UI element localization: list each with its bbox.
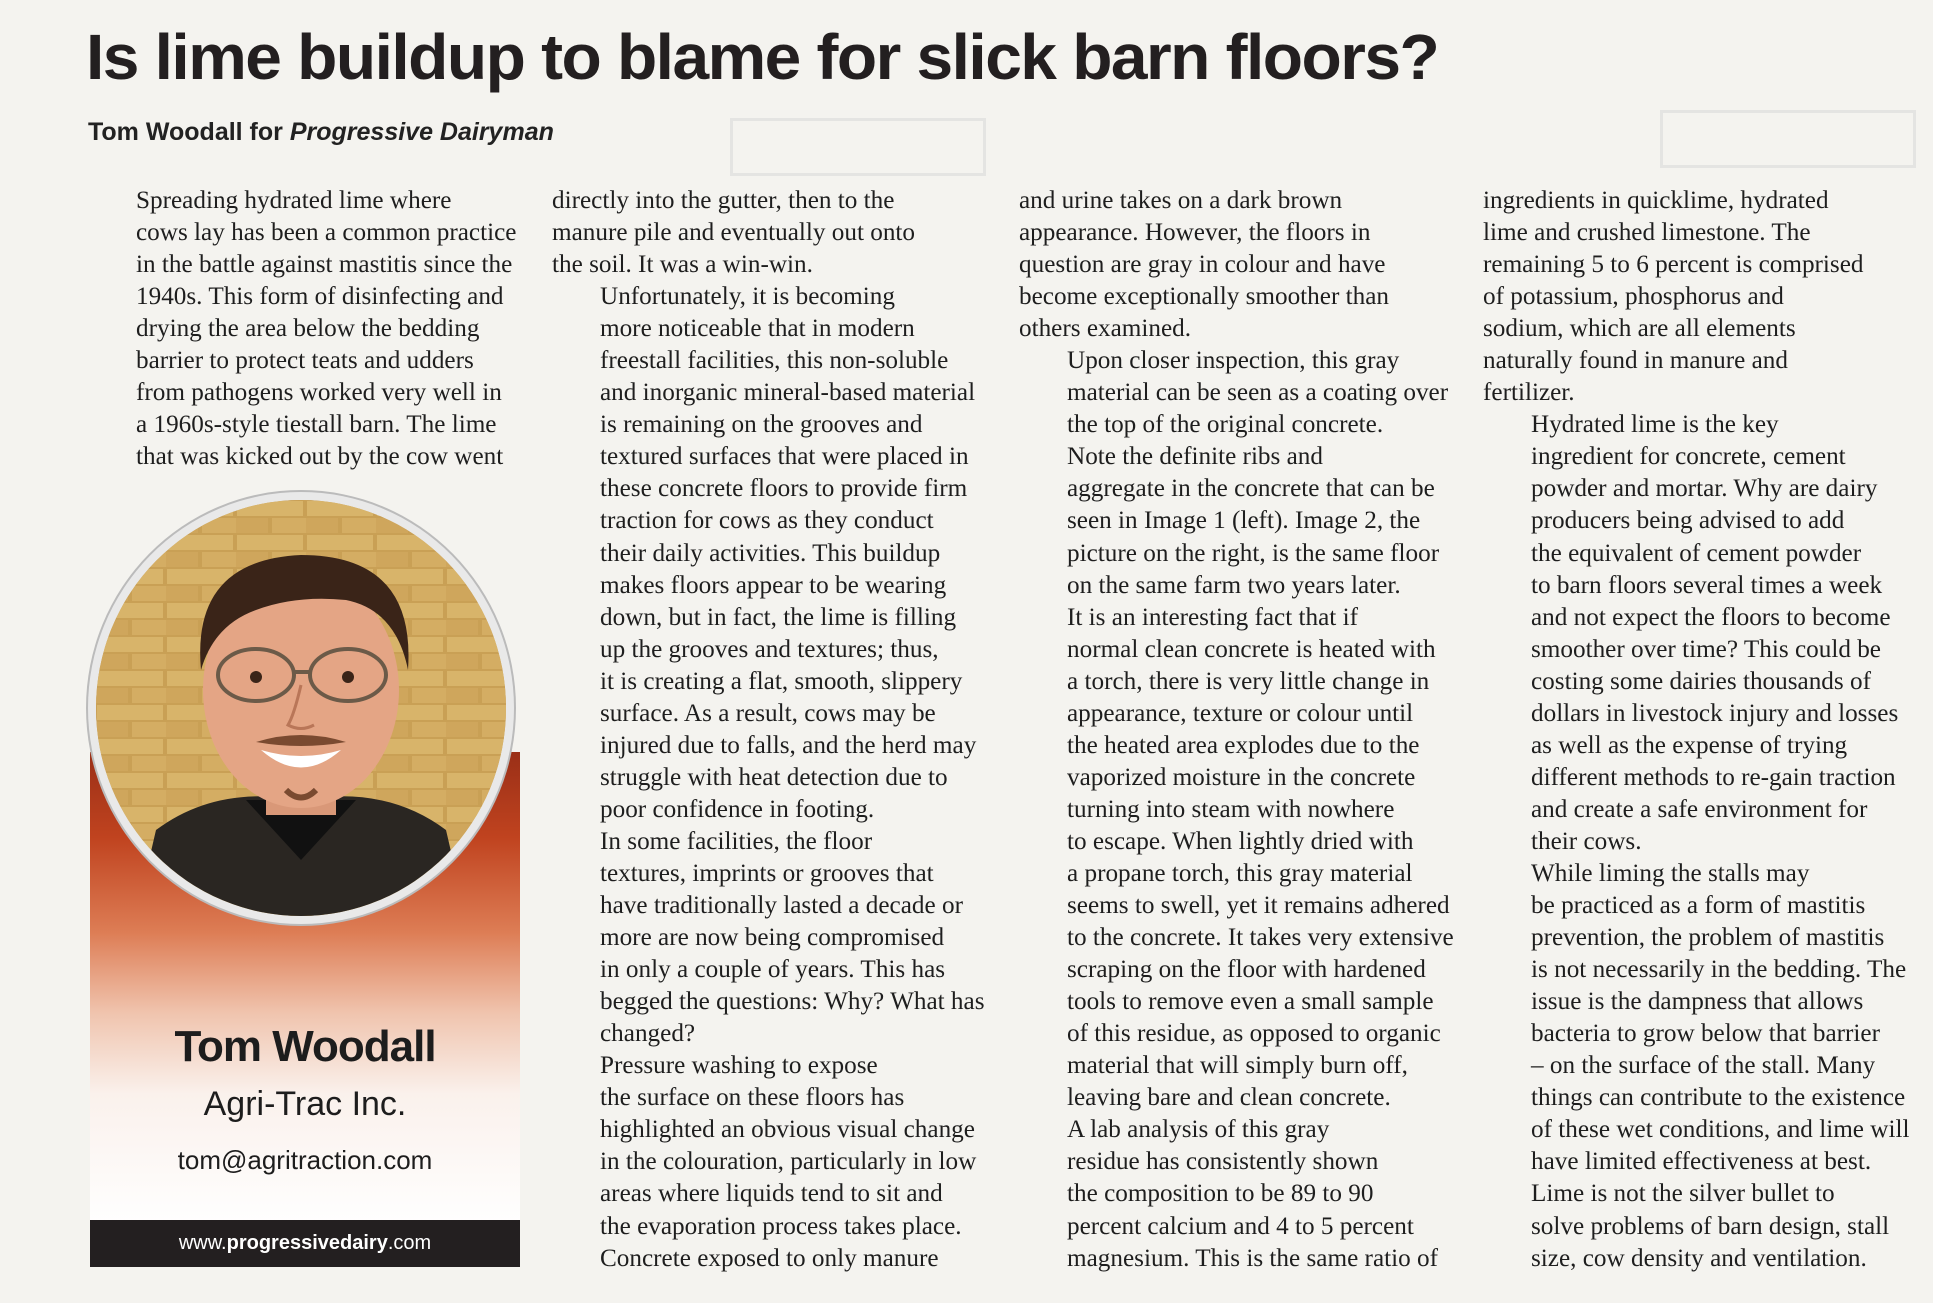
text-line: begged the questions: Why? What has: [600, 988, 985, 1016]
text-line: scraping on the floor with hardened: [1067, 956, 1426, 984]
text-line: producers being advised to add: [1531, 507, 1845, 535]
text-line: their cows.: [1531, 827, 1642, 855]
text-line: traction for cows as they conduct: [600, 507, 934, 535]
author-name: Tom Woodall: [174, 1022, 436, 1071]
text-line: naturally found in manure and: [1483, 347, 1788, 375]
text-line: tools to remove even a small sample: [1067, 988, 1434, 1016]
article-paragraph: [1019, 441, 1469, 601]
text-line: Spreading hydrated lime where: [136, 187, 452, 214]
text-line: seems to swell, yet it remains adhered: [1067, 892, 1450, 920]
text-line: drying the area below the bedding: [136, 315, 480, 343]
website-bar[interactable]: [90, 1220, 520, 1267]
text-line: Upon closer inspection, this gray: [1067, 347, 1400, 375]
text-line: It is an interesting fact that if: [1067, 603, 1358, 631]
article-paragraph: [1019, 1114, 1469, 1274]
article-column-4: [1483, 185, 1923, 1275]
author-portrait: [88, 492, 514, 924]
text-line: their daily activities. This buildup: [600, 539, 941, 567]
text-line: fertilizer.: [1483, 379, 1575, 407]
text-line: the surface on these floors has: [600, 1084, 905, 1112]
text-line: the soil. It was a win-win.: [552, 251, 813, 279]
text-line: Unfortunately, it is becoming: [600, 283, 895, 311]
text-line: up the grooves and textures; thus,: [600, 635, 939, 663]
text-line: percent calcium and 4 to 5 percent: [1067, 1212, 1414, 1240]
text-line: injured due to falls, and the herd may: [600, 731, 977, 759]
text-line: Pressure washing to expose: [600, 1052, 878, 1080]
text-line: on the same farm two years later.: [1067, 571, 1401, 599]
text-line: to the concrete. It takes very extensive: [1067, 924, 1454, 952]
text-line: down, but in fact, the lime is filling: [600, 603, 957, 631]
text-line: from pathogens worked very well in: [136, 379, 502, 407]
text-line: turning into steam with nowhere: [1067, 795, 1395, 823]
text-line: material that will simply burn off,: [1067, 1052, 1408, 1080]
article-paragraph: [552, 185, 1002, 281]
text-line: cows lay has been a common practice: [136, 219, 517, 247]
text-line: costing some dairies thousands of: [1531, 667, 1871, 695]
text-line: powder and mortar. Why are dairy: [1531, 475, 1878, 503]
text-line: become exceptionally smoother than: [1019, 283, 1389, 311]
article-column-1: [88, 185, 518, 473]
text-line: lime and crushed limestone. The: [1483, 219, 1811, 247]
text-line: of these wet conditions, and lime will: [1531, 1116, 1910, 1144]
text-line: in only a couple of years. This has: [600, 956, 946, 984]
text-line: barrier to protect teats and udders: [136, 347, 474, 375]
author-email[interactable]: tom@agritraction.com: [177, 1145, 433, 1175]
text-line: changed?: [600, 1020, 696, 1048]
text-line: of potassium, phosphorus and: [1483, 283, 1784, 311]
text-line: makes floors appear to be wearing: [600, 571, 947, 599]
text-line: to escape. When lightly dried with: [1067, 827, 1414, 855]
article-paragraph: [1483, 1178, 1923, 1274]
text-line: the heated area explodes due to the: [1067, 731, 1420, 759]
byline-publication: Progressive Dairyman: [289, 118, 554, 146]
website-suffix: .com: [387, 1232, 432, 1254]
text-line: textured surfaces that were placed in: [600, 443, 969, 471]
author-company: Agri-Trac Inc.: [203, 1085, 407, 1123]
text-line: smoother over time? This could be: [1531, 635, 1881, 663]
text-line: In some facilities, the floor: [600, 827, 873, 855]
text-line: solve problems of barn design, stall: [1531, 1212, 1890, 1240]
text-line: as well as the expense of trying: [1531, 731, 1848, 759]
text-line: in the colouration, particularly in low: [600, 1148, 977, 1176]
article-paragraph: [1483, 858, 1923, 1178]
text-line: normal clean concrete is heated with: [1067, 635, 1436, 663]
text-line: freestall facilities, this non-soluble: [600, 347, 949, 375]
article-paragraph: [88, 185, 518, 473]
website-name: progressivedairy: [226, 1232, 388, 1254]
article-paragraph: [1019, 602, 1469, 1115]
text-line: the composition to be 89 to 90: [1067, 1180, 1374, 1208]
text-line: more are now being compromised: [600, 924, 945, 952]
text-line: surface. As a result, cows may be: [600, 699, 936, 727]
article-paragraph: [552, 1050, 1002, 1274]
text-line: is not necessarily in the bedding. The: [1531, 956, 1907, 984]
text-line: and urine takes on a dark brown: [1019, 187, 1343, 214]
text-line: a 1960s-style tiestall barn. The lime: [136, 411, 497, 439]
text-line: and create a safe environment for: [1531, 795, 1868, 823]
text-line: the evaporation process takes place.: [600, 1212, 962, 1240]
text-line: picture on the right, is the same floor: [1067, 539, 1440, 567]
show-through-artifact: [1660, 110, 1916, 168]
text-line: and not expect the floors to become: [1531, 603, 1891, 631]
text-line: have limited effectiveness at best.: [1531, 1148, 1872, 1176]
text-line: in the battle against mastitis since the: [136, 251, 513, 279]
text-line: residue has consistently shown: [1067, 1148, 1379, 1176]
text-line: a torch, there is very little change in: [1067, 667, 1430, 695]
article-paragraph: [1483, 185, 1923, 409]
text-line: – on the surface of the stall. Many: [1531, 1052, 1876, 1080]
text-line: areas where liquids tend to sit and: [600, 1180, 943, 1208]
text-line: Hydrated lime is the key: [1531, 411, 1779, 439]
text-line: and inorganic mineral-based material: [600, 379, 976, 407]
author-photo: [96, 500, 506, 916]
text-line: these concrete floors to provide firm: [600, 475, 968, 503]
text-line: material can be seen as a coating over: [1067, 379, 1449, 407]
text-line: manure pile and eventually out onto: [552, 219, 916, 247]
text-line: of this residue, as opposed to organic: [1067, 1020, 1441, 1048]
text-line: prevention, the problem of mastitis: [1531, 924, 1885, 952]
text-line: textures, imprints or grooves that: [600, 859, 934, 887]
text-line: more noticeable that in modern: [600, 315, 915, 343]
text-line: appearance, texture or colour until: [1067, 699, 1414, 727]
text-line: leaving bare and clean concrete.: [1067, 1084, 1391, 1112]
text-line: the top of the original concrete.: [1067, 411, 1384, 439]
text-line: question are gray in colour and have: [1019, 251, 1386, 279]
text-line: others examined.: [1019, 315, 1192, 343]
article-byline: [88, 118, 554, 147]
text-line: ingredients in quicklime, hydrated: [1483, 187, 1829, 214]
text-line: is remaining on the grooves and: [600, 411, 923, 439]
article-column-3: [1019, 185, 1469, 1275]
text-line: things can contribute to the existence: [1531, 1084, 1906, 1112]
article-paragraph: [552, 826, 1002, 1050]
article-column-2: [552, 185, 1002, 1275]
text-line: poor confidence in footing.: [600, 795, 875, 823]
text-line: directly into the gutter, then to the: [552, 187, 895, 214]
text-line: bacteria to grow below that barrier: [1531, 1020, 1880, 1048]
show-through-artifact: [730, 118, 986, 176]
article-paragraph: [1019, 345, 1469, 441]
text-line: different methods to re-gain traction: [1531, 763, 1896, 791]
text-line: to barn floors several times a week: [1531, 571, 1883, 599]
text-line: be practiced as a form of mastitis: [1531, 892, 1866, 920]
website-prefix: www.: [178, 1232, 227, 1254]
text-line: seen in Image 1 (left). Image 2, the: [1067, 507, 1421, 535]
text-line: ingredient for concrete, cement: [1531, 443, 1846, 471]
byline-author: Tom Woodall for: [88, 118, 290, 146]
text-line: a propane torch, this gray material: [1067, 859, 1413, 887]
text-line: have traditionally lasted a decade or: [600, 892, 963, 920]
text-line: issue is the dampness that allows: [1531, 988, 1864, 1016]
text-line: vaporized moisture in the concrete: [1067, 763, 1416, 791]
article-paragraph: [552, 281, 1002, 826]
text-line: remaining 5 to 6 percent is comprised: [1483, 251, 1864, 279]
author-card: [90, 492, 520, 1267]
text-line: Note the definite ribs and: [1067, 443, 1323, 471]
article-paragraph: [1019, 185, 1469, 345]
text-line: it is creating a flat, smooth, slippery: [600, 667, 963, 695]
text-line: highlighted an obvious visual change: [600, 1116, 975, 1144]
text-line: aggregate in the concrete that can be: [1067, 475, 1435, 503]
text-line: Lime is not the silver bullet to: [1531, 1180, 1835, 1208]
text-line: struggle with heat detection due to: [600, 763, 948, 791]
text-line: While liming the stalls may: [1531, 859, 1810, 887]
text-line: Concrete exposed to only manure: [600, 1244, 939, 1272]
article-paragraph: [1483, 409, 1923, 858]
text-line: A lab analysis of this gray: [1067, 1116, 1330, 1144]
text-line: magnesium. This is the same ratio of: [1067, 1244, 1438, 1272]
text-line: dollars in livestock injury and losses: [1531, 699, 1899, 727]
text-line: 1940s. This form of disinfecting and: [136, 283, 504, 311]
text-line: size, cow density and ventilation.: [1531, 1244, 1867, 1272]
text-line: appearance. However, the floors in: [1019, 219, 1371, 247]
text-line: that was kicked out by the cow went: [136, 443, 504, 471]
article-headline: Is lime buildup to blame for slick barn floors?: [86, 21, 1439, 93]
text-line: sodium, which are all elements: [1483, 315, 1796, 343]
text-line: the equivalent of cement powder: [1531, 539, 1862, 567]
